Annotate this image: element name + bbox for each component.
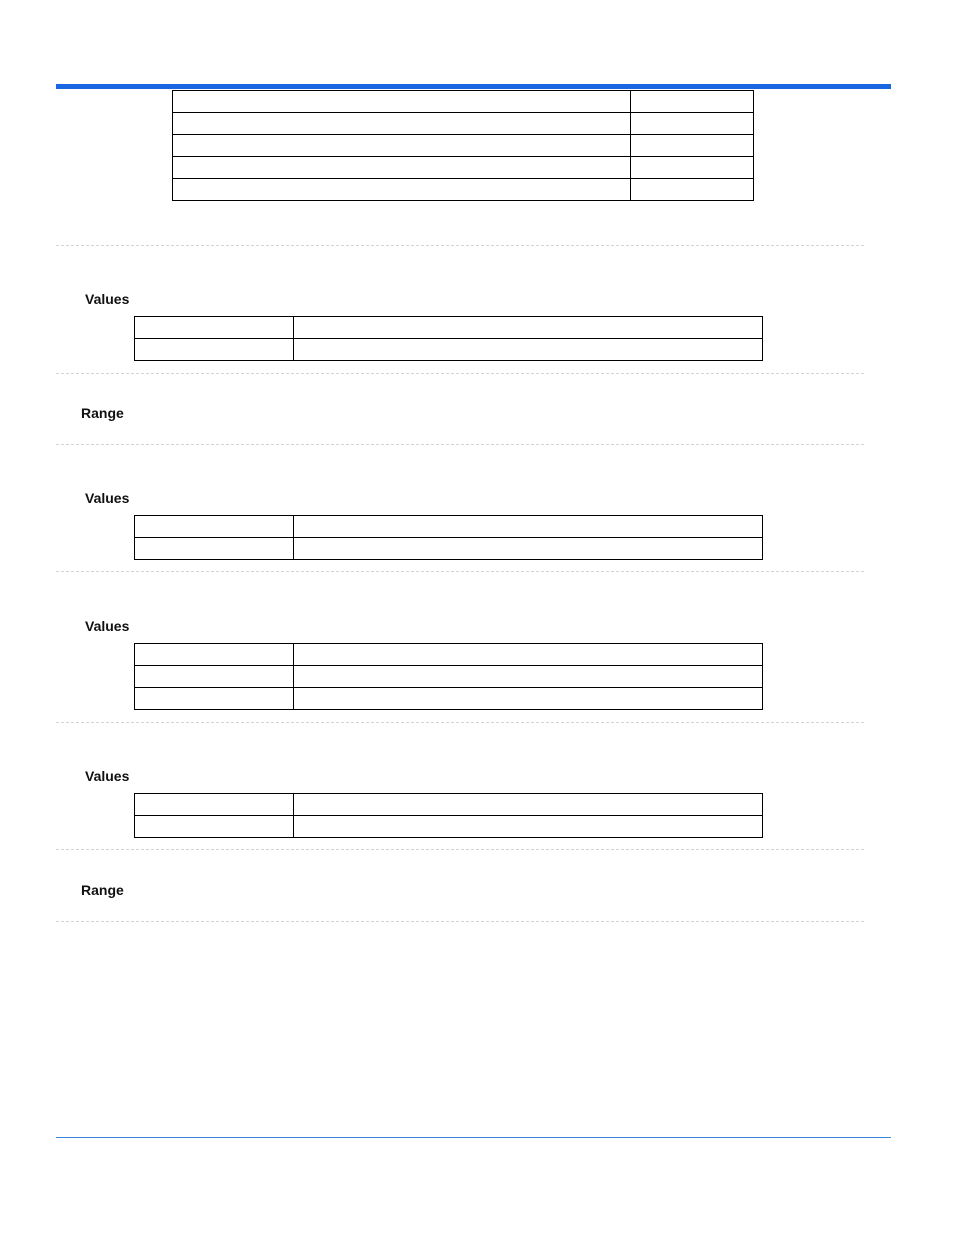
section-heading: Values [85,618,130,634]
table-row [135,538,763,560]
footer-rule [56,1137,891,1138]
table-row [173,135,754,157]
table-cell [135,816,294,838]
top-table [172,90,754,201]
table-cell [294,317,763,339]
section-divider [56,722,864,723]
table-row [135,339,763,361]
table-cell [631,135,754,157]
table-cell [135,688,294,710]
values-table [134,515,763,560]
table-cell [135,317,294,339]
table-row [173,91,754,113]
table-cell [173,179,631,201]
table-cell [294,794,763,816]
table-row [173,179,754,201]
section-heading: Range [81,882,124,898]
table-row [173,157,754,179]
values-table [134,316,763,361]
table-row [135,666,763,688]
section-divider [56,444,864,445]
table-row [135,688,763,710]
table-cell [135,794,294,816]
section-divider [56,373,864,374]
table-cell [631,113,754,135]
values-table [134,643,763,710]
table-row [135,317,763,339]
values-table [134,793,763,838]
table-row [173,113,754,135]
section-heading: Values [85,768,130,784]
table-cell [294,339,763,361]
table-cell [135,644,294,666]
table-cell [135,538,294,560]
table-cell [173,135,631,157]
section-divider [56,245,864,246]
table-cell [294,688,763,710]
table-cell [294,666,763,688]
table-cell [135,666,294,688]
table-row [135,794,763,816]
section-heading: Range [81,405,124,421]
table-cell [294,816,763,838]
table-cell [135,516,294,538]
table-cell [173,113,631,135]
table-cell [631,157,754,179]
table-cell [631,179,754,201]
section-divider [56,571,864,572]
section-heading: Values [85,490,130,506]
table-cell [294,644,763,666]
table-cell [294,538,763,560]
section-divider [56,849,864,850]
section-divider [56,921,864,922]
table-row [135,816,763,838]
table-row [135,644,763,666]
table-cell [173,157,631,179]
table-cell [173,91,631,113]
table-row [135,516,763,538]
table-cell [631,91,754,113]
table-cell [294,516,763,538]
header-rule [56,84,891,89]
section-heading: Values [85,291,130,307]
table-cell [135,339,294,361]
